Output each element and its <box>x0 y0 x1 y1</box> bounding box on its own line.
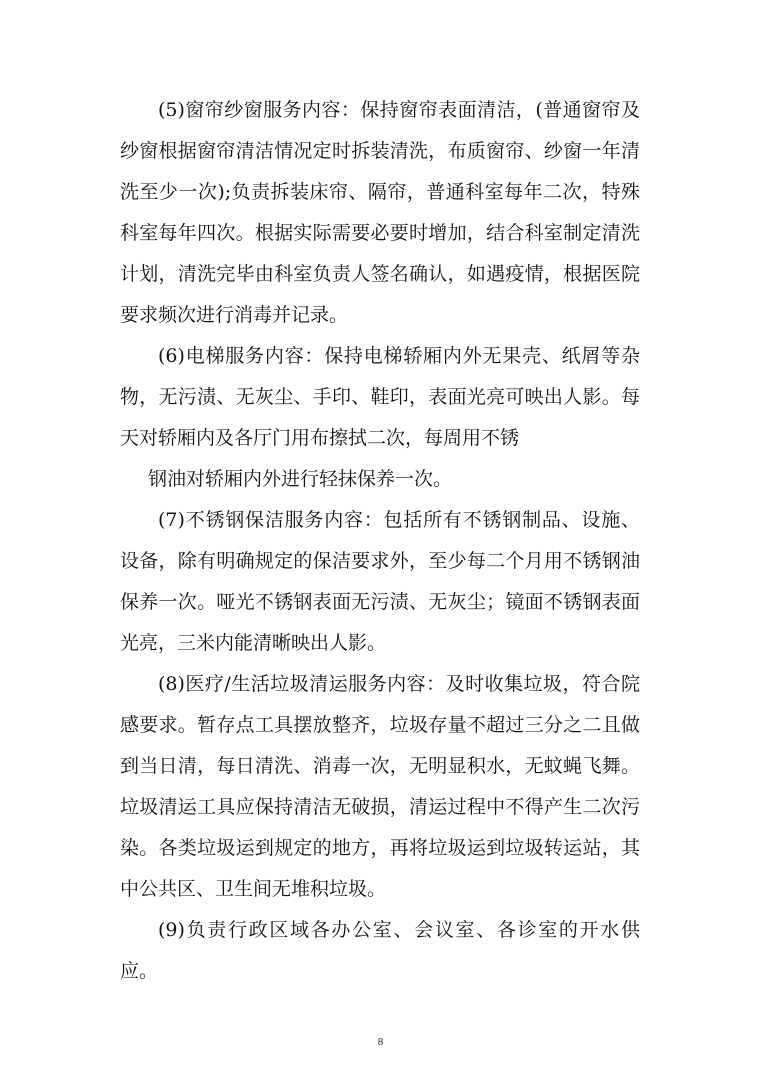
page-number: 8 <box>377 1036 384 1048</box>
paragraph-8-waste: (8)医疗/生活垃圾清运服务内容：及时收集垃圾，符合院感要求。暂存点工具摆放整齐，垃圾存量不超过三分之二且做到当日清，每日清洗、消毒一次，无明显积水，无蚊蝇飞舞。垃圾清运工具应保持清洁无破损，清运过程中不得产生二次污染。各类垃圾运到规定的地方，再将垃圾运到垃圾转运站，其中公共区、卫生间无堆积垃圾。 <box>120 673 640 900</box>
body-text <box>120 90 640 992</box>
paragraph-6-continued: 钢油对轿厢内外进行轻抹保养一次。 <box>148 468 453 490</box>
paragraph-6-elevator: (6)电梯服务内容：保持电梯轿厢内外无果壳、纸屑等杂物，无污渍、无灰尘、手印、鞋印，表面光亮可映出人影。每天对轿厢内及各厅门用布擦拭二次，每周用不锈 <box>120 345 640 449</box>
paragraph-5-curtains: (5)窗帘纱窗服务内容：保持窗帘表面清洁，(普通窗帘及纱窗根据窗帘清洁情况定时拆装清洗，布质窗帘、纱窗一年清洗至少一次);负责拆装床帘、隔帘，普通科室每年二次，特殊科室每年四次。根据实际需要必要时增加，结合科室制定清洗计划，清洗完毕由科室负责人签名确认，如遇疫情，根据医院要求频次进行消毒并记录。 <box>120 99 640 326</box>
paragraph-7-stainless-steel: (7)不锈钢保洁服务内容：包括所有不锈钢制品、设施、设备，除有明确规定的保洁要求外，至少每二个月用不锈钢油保养一次。哑光不锈钢表面无污渍、无灰尘；镜面不锈钢表面光亮，三米内能清晰映出人影。 <box>120 509 640 654</box>
paragraph-9-water-supply: (9)负责行政区域各办公室、会议室、各诊室的开水供应。 <box>120 919 640 982</box>
